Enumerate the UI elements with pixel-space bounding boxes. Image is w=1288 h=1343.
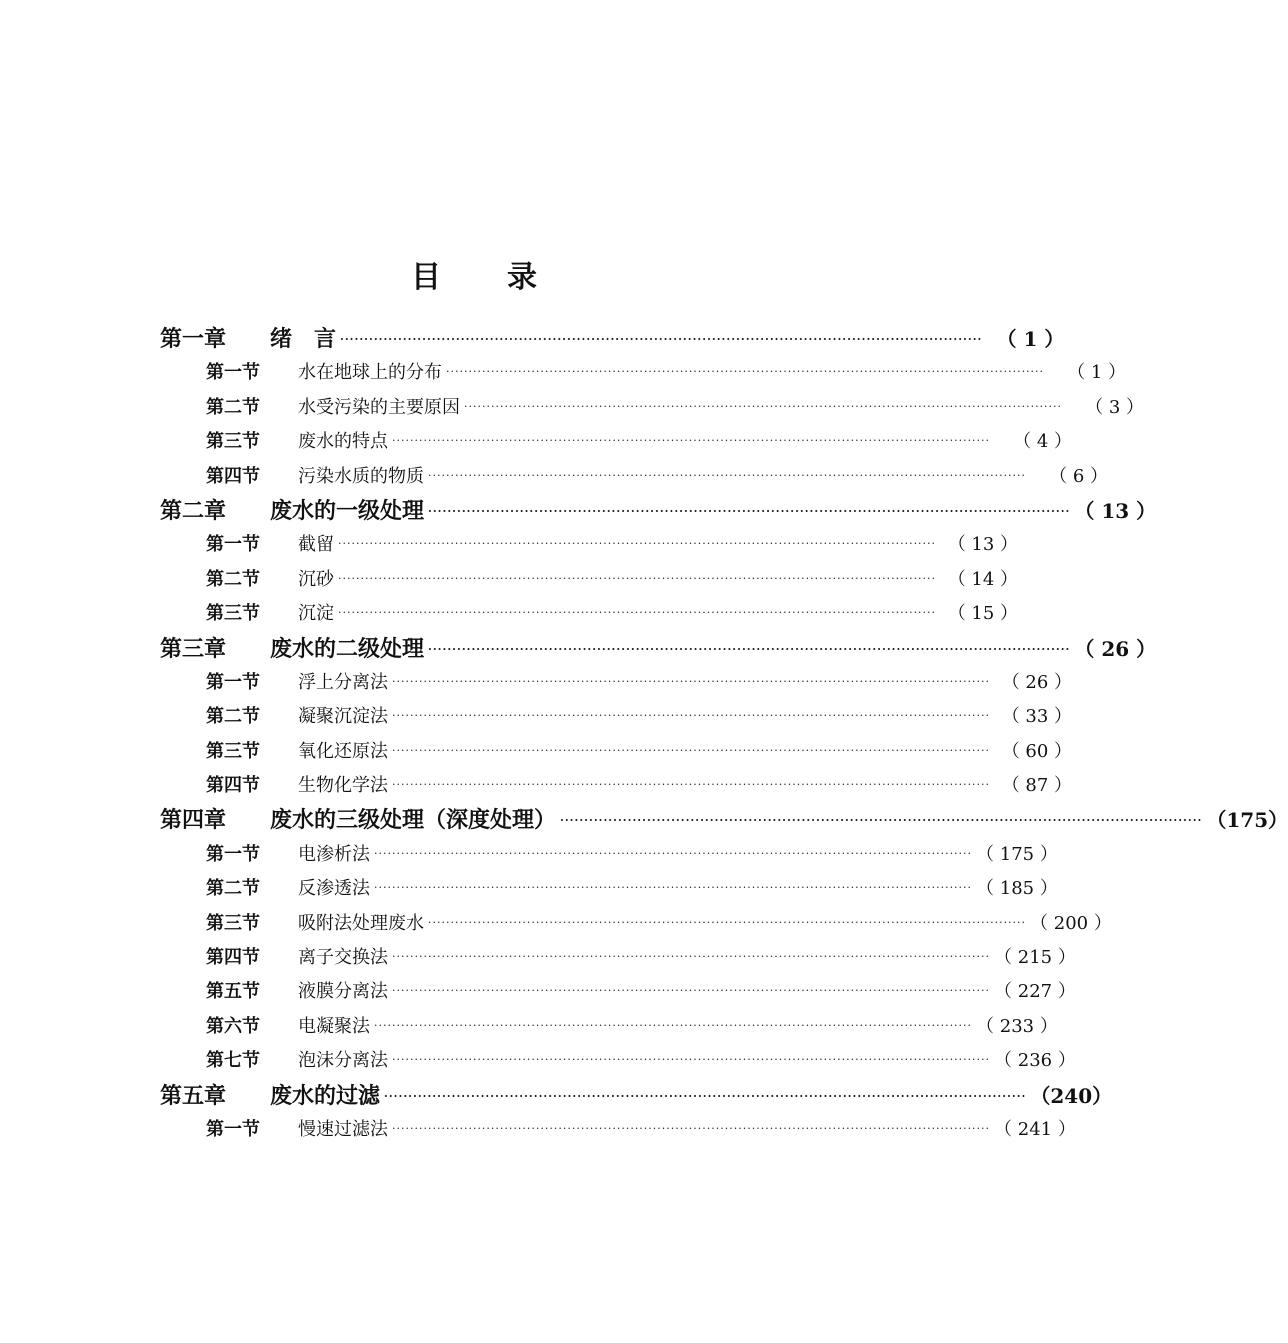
toc-entry-title: 废水的特点: [298, 431, 388, 453]
toc-entry-title: 凝聚沉淀法: [298, 706, 388, 728]
toc-entry-title: 泡沫分离法: [298, 1050, 388, 1072]
toc-entry-page: （ 13 ）: [947, 534, 1019, 556]
toc-entry-title: 废水的二级处理: [270, 635, 425, 662]
toc-entry-number: 第二节: [206, 878, 260, 900]
toc-entry-page: （ 87 ）: [1001, 775, 1073, 797]
toc-entry-number: 第一节: [206, 534, 260, 556]
toc-entry-number: 第三节: [206, 603, 260, 625]
toc-section-entry[interactable]: [160, 597, 1019, 631]
toc-entry-page: （ 241 ）: [994, 1118, 1076, 1140]
title-char-left: 目: [411, 260, 443, 295]
toc-entry-title: 沉砂: [298, 568, 334, 590]
toc-entry-number: 第三节: [206, 912, 260, 934]
toc-entry-number: 第四节: [206, 947, 260, 969]
toc-section-entry[interactable]: [160, 769, 1073, 803]
toc-entry-page: （ 15 ）: [947, 603, 1019, 625]
toc-entry-number: 第四节: [206, 775, 260, 797]
toc-entry-number: 第七节: [206, 1050, 260, 1072]
toc-entry-title: 电渗析法: [298, 843, 370, 865]
toc-entry-number: 第一节: [206, 362, 260, 384]
toc-chapter-entry[interactable]: [160, 322, 1065, 356]
toc-entry-title: 水在地球上的分布: [298, 362, 442, 384]
toc-section-entry[interactable]: [160, 838, 1058, 872]
toc-entry-page: （ 200 ）: [1030, 912, 1112, 934]
toc-entry-page: （240）: [1030, 1083, 1113, 1108]
toc-entry-title: 污染水质的物质: [298, 465, 424, 487]
toc-section-entry[interactable]: [160, 1044, 1076, 1078]
toc-entry-number: 第五节: [206, 981, 260, 1003]
toc-leader-dots: ·····································································································································: [392, 434, 991, 448]
toc-entry-title: 氧化还原法: [298, 740, 388, 762]
toc-entry-number: 第四章: [160, 807, 227, 834]
toc-leader-dots: ·····································································································································: [392, 778, 991, 792]
toc-leader-dots: ·····································································································································: [560, 814, 1203, 828]
toc-section-entry[interactable]: [160, 356, 1127, 390]
toc-entry-title: 生物化学法: [298, 775, 388, 797]
toc-leader-dots: ·····································································································································: [428, 915, 1027, 929]
toc-entry-page: （ 3 ）: [1085, 396, 1145, 418]
toc-leader-dots: ·····································································································································: [374, 1018, 973, 1032]
toc-section-entry[interactable]: [160, 735, 1073, 769]
toc-section-entry[interactable]: [160, 1113, 1076, 1147]
toc-leader-dots: ·····································································································································: [392, 1121, 991, 1135]
toc-entry-page: （ 185 ）: [976, 878, 1058, 900]
toc-entry-page: （ 33 ）: [1001, 706, 1073, 728]
toc-entry-page: （ 6 ）: [1049, 465, 1109, 487]
toc-entry-title: 液膜分离法: [298, 981, 388, 1003]
toc-entry-page: （ 26 ）: [1001, 671, 1073, 693]
toc-entry-title: 慢速过滤法: [298, 1118, 388, 1140]
title-char-right: 录: [507, 260, 539, 295]
toc-leader-dots: ·····································································································································: [428, 468, 1027, 482]
toc-entry-page: （ 1 ）: [1067, 362, 1127, 384]
toc-leader-dots: ·····································································································································: [340, 333, 983, 346]
toc-chapter-entry[interactable]: [160, 494, 1157, 528]
toc-leader-dots: ·····································································································································: [338, 606, 937, 620]
toc-section-entry[interactable]: [160, 975, 1076, 1009]
toc-entry-title: 电凝聚法: [298, 1015, 370, 1037]
toc-section-entry[interactable]: [160, 907, 1112, 941]
toc-entry-number: 第三节: [206, 740, 260, 762]
toc-entry-number: 第四节: [206, 465, 260, 487]
toc-entry-title: 沉淀: [298, 603, 334, 625]
toc-entry-page: （ 14 ）: [947, 568, 1019, 590]
toc-entry-page: （ 227 ）: [994, 981, 1076, 1003]
toc-leader-dots: ·····································································································································: [428, 504, 1071, 518]
toc-entry-page: （ 175 ）: [976, 843, 1058, 865]
toc-chapter-entry[interactable]: [160, 1079, 1113, 1113]
toc-leader-dots: ·····································································································································: [338, 571, 937, 585]
toc-leader-dots: ·····································································································································: [392, 743, 991, 757]
toc-entry-title: 绪 言: [270, 326, 337, 352]
toc-entry-page: （175）: [1206, 808, 1288, 833]
toc-entry-number: 第三节: [206, 431, 260, 453]
toc-entry-title: 浮上分离法: [298, 671, 388, 693]
toc-entry-number: 第二节: [206, 706, 260, 728]
toc-section-entry[interactable]: [160, 666, 1073, 700]
toc-section-entry[interactable]: [160, 700, 1073, 734]
toc-leader-dots: ·····································································································································: [428, 642, 1071, 656]
toc-leader-dots: ·····································································································································: [392, 984, 991, 998]
toc-leader-dots: ·····································································································································: [392, 709, 991, 723]
toc-leader-dots: ·····································································································································: [392, 674, 991, 688]
toc-entry-page: （ 236 ）: [994, 1050, 1076, 1072]
toc-section-entry[interactable]: [160, 460, 1109, 494]
toc-entry-number: 第三章: [160, 635, 227, 662]
toc-entry-page: （ 13 ）: [1074, 498, 1157, 523]
toc-leader-dots: ·····································································································································: [374, 881, 973, 895]
toc-leader-dots: ·····································································································································: [392, 1053, 991, 1067]
toc-section-entry[interactable]: [160, 425, 1073, 459]
toc-entry-title: 离子交换法: [298, 947, 388, 969]
toc-leader-dots: ·····································································································································: [446, 365, 1045, 379]
toc-chapter-entry[interactable]: [160, 632, 1157, 666]
toc-entry-page: （ 233 ）: [976, 1015, 1058, 1037]
table-of-contents: [160, 322, 1288, 1147]
toc-entry-number: 第二节: [206, 568, 260, 590]
toc-entry-title: 截留: [298, 534, 334, 556]
toc-leader-dots: ·····································································································································: [464, 399, 1063, 413]
toc-entry-page: （ 60 ）: [1001, 740, 1073, 762]
toc-entry-page: （ 26 ）: [1074, 636, 1157, 661]
toc-section-entry[interactable]: [160, 528, 1019, 562]
toc-leader-dots: ·····································································································································: [338, 537, 937, 551]
toc-leader-dots: ·····································································································································: [384, 1089, 1027, 1103]
toc-section-entry[interactable]: [160, 563, 1019, 597]
toc-entry-page: （ 215 ）: [994, 947, 1076, 969]
toc-section-entry[interactable]: [160, 941, 1076, 975]
toc-entry-number: 第五章: [160, 1082, 227, 1109]
toc-leader-dots: ·····································································································································: [392, 950, 991, 964]
toc-entry-number: 第二节: [206, 396, 260, 418]
toc-entry-number: 第一节: [206, 671, 260, 693]
toc-entry-title: 反渗透法: [298, 878, 370, 900]
toc-entry-number: 第二章: [160, 497, 227, 524]
toc-entry-page: （ 4 ）: [1013, 431, 1073, 453]
toc-entry-title: 废水的三级处理（深度处理）: [270, 807, 557, 834]
toc-leader-dots: ·····································································································································: [374, 846, 973, 860]
toc-entry-number: 第六节: [206, 1015, 260, 1037]
toc-entry-title: 废水的一级处理: [270, 497, 425, 524]
toc-entry-title: 吸附法处理废水: [298, 912, 424, 934]
page-title: [0, 252, 950, 296]
toc-entry-page: （ 1 ）: [996, 327, 1065, 351]
toc-entry-title: 废水的过滤: [270, 1082, 381, 1109]
toc-entry-number: 第一节: [206, 843, 260, 865]
toc-entry-title: 水受污染的主要原因: [298, 396, 460, 418]
toc-entry-number: 第一章: [160, 326, 227, 352]
toc-entry-number: 第一节: [206, 1118, 260, 1140]
toc-section-entry[interactable]: [160, 1010, 1058, 1044]
toc-chapter-entry[interactable]: [160, 803, 1288, 837]
toc-section-entry[interactable]: [160, 391, 1145, 425]
toc-section-entry[interactable]: [160, 872, 1058, 906]
